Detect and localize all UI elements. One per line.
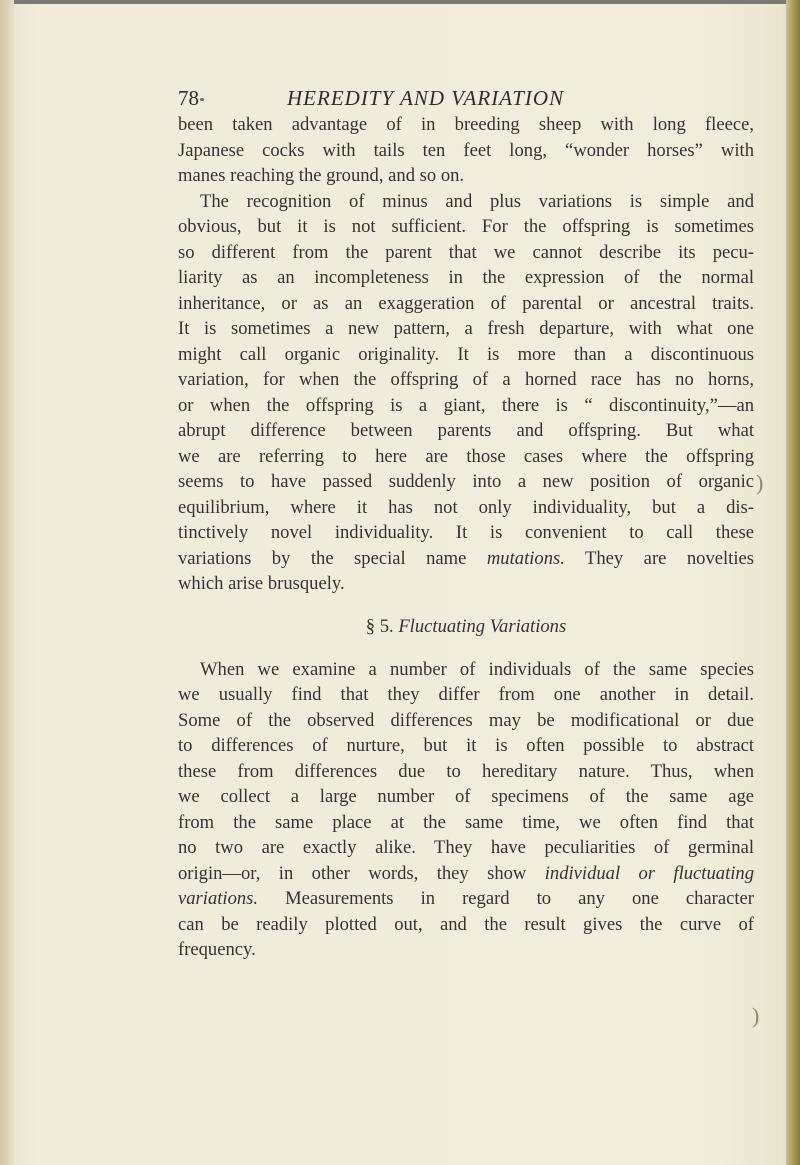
text-line: seems to have passed suddenly into a new position of organic <box>178 471 754 492</box>
page-left-edge <box>0 0 14 1165</box>
text-line: from the same place at the same time, we often find that <box>178 811 754 833</box>
body-text <box>178 112 754 963</box>
paragraph-2 <box>178 189 754 597</box>
text-line: variation, for when the offspring of a horned race has no horns, <box>178 369 754 390</box>
italic-term: mutations. <box>486 547 565 569</box>
text-line <box>178 546 754 572</box>
text-line: equilibrium, where it has not only individuality, but a dis- <box>178 496 754 518</box>
paragraph-1 <box>178 112 754 189</box>
text-run: They are novelties <box>564 547 754 569</box>
text-line: liarity as an incompleteness in the expression of the normal <box>178 267 754 288</box>
text-line: tinctively novel individuality. It is convenient to call these <box>178 522 754 543</box>
section-title: Fluctuating Variations <box>398 615 567 637</box>
running-title: HEREDITY AND VARIATION <box>287 86 565 110</box>
text-run: Measurements in regard to any one character <box>258 888 754 909</box>
text-line: to differences of nurture, but it is often possible to abstract <box>178 735 754 756</box>
text-line: or when the offspring is a giant, there is “ discontinuity,”—an <box>178 394 754 416</box>
section-heading <box>178 609 754 645</box>
text-line: It is sometimes a new pattern, a fresh departure, with what one <box>178 318 754 339</box>
text-line: Japanese cocks with tails ten feet long, “wonder horses” with <box>178 139 754 161</box>
text-line: been taken advantage of in breeding sheep with long fleece, <box>178 114 754 135</box>
text-line: we collect a large number of specimens of the same age <box>178 786 754 807</box>
text-run: origin—or, in other words, they show <box>178 862 545 884</box>
text-line <box>178 886 754 912</box>
text-line: can be readily plotted out, and the result gives the curve of <box>178 913 754 935</box>
margin-bracket-mark: ) <box>756 470 764 495</box>
text-line: frequency. <box>178 939 256 960</box>
text-line: The recognition of minus and plus variations is simple and <box>200 190 754 212</box>
italic-term: individual or fluctuating <box>544 862 754 884</box>
text-line: inheritance, or as an exaggeration of parental or ancestral traits. <box>178 292 754 314</box>
text-run: variations by the special name <box>178 547 487 569</box>
text-line: manes reaching the ground, and so on. <box>178 165 465 186</box>
italic-term: variations. <box>178 888 259 909</box>
text-line: When we examine a number of individuals of the same species <box>200 658 754 680</box>
text-line: no two are exactly alike. They have peculiarities of germinal <box>178 837 754 858</box>
spacer <box>178 597 754 609</box>
text-line: Some of the observed differences may be modificational or due <box>178 709 754 731</box>
text-line: might call organic originality. It is more than a discontinuous <box>178 343 754 365</box>
page-right-edge <box>786 0 800 1165</box>
spacer <box>178 645 754 657</box>
page-number: 78 <box>178 86 199 110</box>
page-top-edge <box>0 0 800 4</box>
text-line: so different from the parent that we cannot describe its pecu- <box>178 241 754 263</box>
text-line: we are referring to here are those cases where the offspring <box>178 445 754 467</box>
text-line: we usually find that they differ from one another in detail. <box>178 684 754 705</box>
text-line: which arise brusquely. <box>178 573 345 594</box>
paragraph-3 <box>178 657 754 963</box>
text-line: abrupt difference between parents and offspring. But what <box>178 420 754 441</box>
text-line <box>178 861 754 887</box>
section-number: § 5. <box>365 615 394 637</box>
text-line: these from differences due to hereditary nature. Thus, when <box>178 760 754 782</box>
margin-bracket-mark: ) <box>752 1003 760 1028</box>
text-line: obvious, but it is not sufficient. For the offspring is sometimes <box>178 216 754 237</box>
